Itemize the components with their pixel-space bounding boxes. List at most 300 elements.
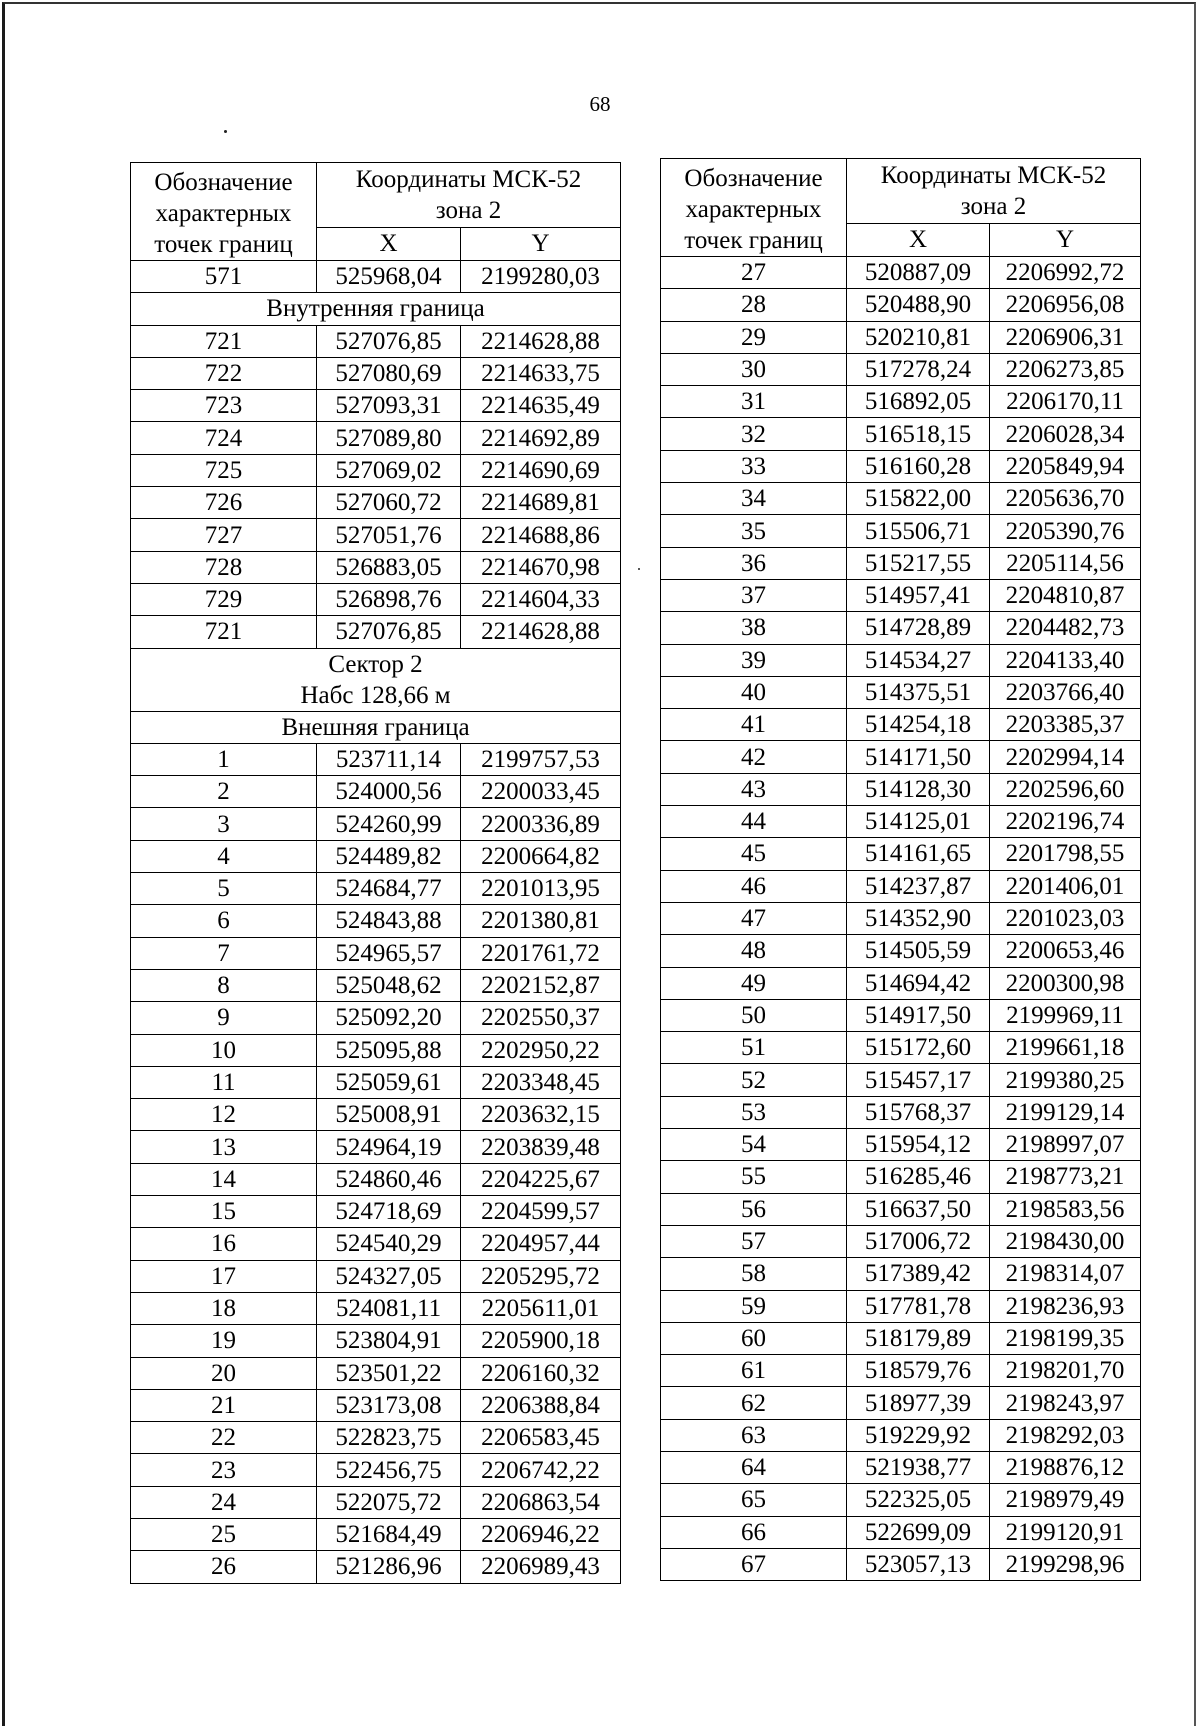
point-id-cell: 571 <box>131 261 317 293</box>
point-id-cell: 35 <box>661 515 847 547</box>
x-coordinate-cell: 514128,30 <box>847 773 990 805</box>
x-coordinate-cell: 514171,50 <box>847 741 990 773</box>
y-coordinate-cell: 2205611,01 <box>461 1292 621 1324</box>
table-row <box>661 838 1141 870</box>
y-coordinate-cell: 2200664,82 <box>461 840 621 872</box>
x-coordinate-cell: 514161,65 <box>847 838 990 870</box>
point-label-header: Обозначение характерных точек границ <box>131 163 317 261</box>
table-row <box>131 1422 621 1454</box>
table-row <box>661 547 1141 579</box>
table-row <box>131 1551 621 1583</box>
point-id-cell: 63 <box>661 1419 847 1451</box>
point-id-cell: 31 <box>661 386 847 418</box>
x-header: X <box>317 227 461 260</box>
x-coordinate-cell: 524260,99 <box>317 808 461 840</box>
y-coordinate-cell: 2205636,70 <box>990 483 1141 515</box>
y-coordinate-cell: 2205114,56 <box>990 547 1141 579</box>
table-row <box>661 1451 1141 1483</box>
x-coordinate-cell: 522325,05 <box>847 1484 990 1516</box>
y-coordinate-cell: 2205900,18 <box>461 1325 621 1357</box>
x-coordinate-cell: 525095,88 <box>317 1034 461 1066</box>
x-coordinate-cell: 514237,87 <box>847 870 990 902</box>
y-coordinate-cell: 2201013,95 <box>461 873 621 905</box>
x-coordinate-cell: 522456,75 <box>317 1454 461 1486</box>
x-coordinate-cell: 524489,82 <box>317 840 461 872</box>
y-coordinate-cell: 2198876,12 <box>990 1451 1141 1483</box>
y-coordinate-cell: 2203385,37 <box>990 709 1141 741</box>
point-id-cell: 38 <box>661 612 847 644</box>
y-coordinate-cell: 2202950,22 <box>461 1034 621 1066</box>
y-coordinate-cell: 2203766,40 <box>990 676 1141 708</box>
point-id-cell: 22 <box>131 1422 317 1454</box>
table-row <box>131 1066 621 1098</box>
table-row <box>661 870 1141 902</box>
x-coordinate-cell: 516518,15 <box>847 418 990 450</box>
x-coordinate-cell: 527051,76 <box>317 519 461 551</box>
x-coordinate-cell: 525968,04 <box>317 261 461 293</box>
y-coordinate-cell: 2206388,84 <box>461 1389 621 1421</box>
y-coordinate-cell: 2198773,21 <box>990 1161 1141 1193</box>
y-coordinate-cell: 2206992,72 <box>990 257 1141 289</box>
table-row <box>131 905 621 937</box>
point-id-cell: 23 <box>131 1454 317 1486</box>
inner-boundary-label: Внутренняя граница <box>131 293 621 325</box>
x-coordinate-cell: 526883,05 <box>317 551 461 583</box>
table-row <box>661 1129 1141 1161</box>
point-id-cell: 15 <box>131 1196 317 1228</box>
x-coordinate-cell: 516160,28 <box>847 450 990 482</box>
point-id-cell: 53 <box>661 1096 847 1128</box>
scan-speck <box>224 130 227 133</box>
point-id-cell: 721 <box>131 616 317 648</box>
point-id-cell: 729 <box>131 583 317 615</box>
table-row <box>131 261 621 293</box>
y-coordinate-cell: 2202550,37 <box>461 1002 621 1034</box>
x-coordinate-cell: 520210,81 <box>847 321 990 353</box>
table-row <box>131 1163 621 1195</box>
y-coordinate-cell: 2200653,46 <box>990 935 1141 967</box>
section-row <box>131 293 621 325</box>
table-row <box>131 357 621 389</box>
point-id-cell: 726 <box>131 487 317 519</box>
x-coordinate-cell: 524965,57 <box>317 937 461 969</box>
table-row <box>131 1389 621 1421</box>
y-coordinate-cell: 2198997,07 <box>990 1129 1141 1161</box>
table-row <box>661 741 1141 773</box>
y-coordinate-cell: 2204225,67 <box>461 1163 621 1195</box>
table-row <box>661 515 1141 547</box>
point-id-cell: 32 <box>661 418 847 450</box>
x-coordinate-cell: 524860,46 <box>317 1163 461 1195</box>
table-row <box>661 1355 1141 1387</box>
y-coordinate-cell: 2206946,22 <box>461 1518 621 1550</box>
x-coordinate-cell: 527076,85 <box>317 325 461 357</box>
table-row <box>131 1228 621 1260</box>
point-id-cell: 722 <box>131 357 317 389</box>
table-row <box>661 773 1141 805</box>
table-row <box>131 1131 621 1163</box>
y-coordinate-cell: 2201023,03 <box>990 902 1141 934</box>
y-header: Y <box>461 227 621 260</box>
point-id-cell: 21 <box>131 1389 317 1421</box>
table-body <box>131 261 621 1584</box>
x-coordinate-cell: 523173,08 <box>317 1389 461 1421</box>
x-coordinate-cell: 515954,12 <box>847 1129 990 1161</box>
x-coordinate-cell: 514534,27 <box>847 644 990 676</box>
point-label-header: Обозначение характерных точек границ <box>661 159 847 257</box>
y-coordinate-cell: 2200336,89 <box>461 808 621 840</box>
table-header <box>661 159 1141 257</box>
y-coordinate-cell: 2202596,60 <box>990 773 1141 805</box>
point-id-cell: 3 <box>131 808 317 840</box>
x-coordinate-cell: 515172,60 <box>847 1032 990 1064</box>
y-coordinate-cell: 2203632,15 <box>461 1099 621 1131</box>
y-coordinate-cell: 2203348,45 <box>461 1066 621 1098</box>
x-coordinate-cell: 524081,11 <box>317 1292 461 1324</box>
y-coordinate-cell: 2202152,87 <box>461 969 621 1001</box>
point-id-cell: 13 <box>131 1131 317 1163</box>
point-id-cell: 26 <box>131 1551 317 1583</box>
table-row <box>661 1258 1141 1290</box>
y-coordinate-cell: 2199280,03 <box>461 261 621 293</box>
y-coordinate-cell: 2201761,72 <box>461 937 621 969</box>
x-coordinate-cell: 523501,22 <box>317 1357 461 1389</box>
table-row <box>131 1292 621 1324</box>
x-header: X <box>847 223 990 256</box>
y-coordinate-cell: 2204133,40 <box>990 644 1141 676</box>
point-id-cell: 42 <box>661 741 847 773</box>
table-row <box>661 1161 1141 1193</box>
table-row <box>661 1548 1141 1580</box>
x-coordinate-cell: 517006,72 <box>847 1225 990 1257</box>
table-header <box>131 163 621 261</box>
point-id-cell: 34 <box>661 483 847 515</box>
table-row <box>661 1096 1141 1128</box>
table-row <box>661 709 1141 741</box>
x-coordinate-cell: 522823,75 <box>317 1422 461 1454</box>
y-coordinate-cell: 2204810,87 <box>990 579 1141 611</box>
table-row <box>131 1099 621 1131</box>
x-coordinate-cell: 523057,13 <box>847 1548 990 1580</box>
y-coordinate-cell: 2214633,75 <box>461 357 621 389</box>
table-row <box>131 454 621 486</box>
table-row <box>131 487 621 519</box>
x-coordinate-cell: 527080,69 <box>317 357 461 389</box>
x-coordinate-cell: 524000,56 <box>317 776 461 808</box>
y-coordinate-cell: 2205390,76 <box>990 515 1141 547</box>
y-coordinate-cell: 2199129,14 <box>990 1096 1141 1128</box>
table-body <box>661 257 1141 1581</box>
table-row <box>131 1034 621 1066</box>
table-row <box>661 1064 1141 1096</box>
x-coordinate-cell: 524684,77 <box>317 873 461 905</box>
table-row <box>131 519 621 551</box>
table-row <box>131 1325 621 1357</box>
table-row <box>661 1322 1141 1354</box>
table-row <box>131 1260 621 1292</box>
y-coordinate-cell: 2204599,57 <box>461 1196 621 1228</box>
table-row <box>661 935 1141 967</box>
x-coordinate-cell: 516892,05 <box>847 386 990 418</box>
point-id-cell: 43 <box>661 773 847 805</box>
x-coordinate-cell: 518977,39 <box>847 1387 990 1419</box>
x-coordinate-cell: 526898,76 <box>317 583 461 615</box>
table-row <box>661 806 1141 838</box>
point-id-cell: 725 <box>131 454 317 486</box>
point-id-cell: 20 <box>131 1357 317 1389</box>
y-coordinate-cell: 2201380,81 <box>461 905 621 937</box>
table-row <box>131 873 621 905</box>
x-coordinate-cell: 517278,24 <box>847 353 990 385</box>
table-row <box>131 1518 621 1550</box>
x-coordinate-cell: 514917,50 <box>847 999 990 1031</box>
x-coordinate-cell: 527089,80 <box>317 422 461 454</box>
y-coordinate-cell: 2214670,98 <box>461 551 621 583</box>
point-id-cell: 30 <box>661 353 847 385</box>
point-id-cell: 59 <box>661 1290 847 1322</box>
x-coordinate-cell: 516285,46 <box>847 1161 990 1193</box>
coordinates-header: Координаты МСК-52 зона 2 <box>847 159 1141 224</box>
point-id-cell: 10 <box>131 1034 317 1066</box>
outer-boundary-label: Внешняя граница <box>131 711 621 743</box>
x-coordinate-cell: 518579,76 <box>847 1355 990 1387</box>
x-coordinate-cell: 524964,19 <box>317 1131 461 1163</box>
x-coordinate-cell: 524327,05 <box>317 1260 461 1292</box>
point-id-cell: 6 <box>131 905 317 937</box>
table-row <box>661 999 1141 1031</box>
scan-speck <box>638 568 640 570</box>
y-coordinate-cell: 2199298,96 <box>990 1548 1141 1580</box>
table-row <box>661 1225 1141 1257</box>
y-coordinate-cell: 2214628,88 <box>461 325 621 357</box>
sector-label-line: Набс 128,66 м <box>300 681 451 709</box>
point-id-cell: 24 <box>131 1486 317 1518</box>
page-number: 68 <box>589 92 611 116</box>
y-coordinate-cell: 2200033,45 <box>461 776 621 808</box>
x-coordinate-cell: 522699,09 <box>847 1516 990 1548</box>
point-id-cell: 723 <box>131 390 317 422</box>
point-id-cell: 27 <box>661 257 847 289</box>
point-id-cell: 721 <box>131 325 317 357</box>
table-row <box>661 579 1141 611</box>
y-coordinate-cell: 2198430,00 <box>990 1225 1141 1257</box>
x-coordinate-cell: 527093,31 <box>317 390 461 422</box>
y-coordinate-cell: 2206170,11 <box>990 386 1141 418</box>
y-coordinate-cell: 2214604,33 <box>461 583 621 615</box>
point-id-cell: 14 <box>131 1163 317 1195</box>
table-row <box>131 808 621 840</box>
point-id-cell: 724 <box>131 422 317 454</box>
x-coordinate-cell: 514352,90 <box>847 902 990 934</box>
table-row <box>661 1290 1141 1322</box>
y-coordinate-cell: 2206028,34 <box>990 418 1141 450</box>
point-id-cell: 45 <box>661 838 847 870</box>
x-coordinate-cell: 527069,02 <box>317 454 461 486</box>
y-coordinate-cell: 2214690,69 <box>461 454 621 486</box>
x-coordinate-cell: 514957,41 <box>847 579 990 611</box>
y-coordinate-cell: 2201798,55 <box>990 838 1141 870</box>
table-row <box>661 644 1141 676</box>
point-id-cell: 48 <box>661 935 847 967</box>
x-coordinate-cell: 524540,29 <box>317 1228 461 1260</box>
y-coordinate-cell: 2204957,44 <box>461 1228 621 1260</box>
x-coordinate-cell: 515506,71 <box>847 515 990 547</box>
y-coordinate-cell: 2199380,25 <box>990 1064 1141 1096</box>
x-coordinate-cell: 525092,20 <box>317 1002 461 1034</box>
table-row <box>661 612 1141 644</box>
y-coordinate-cell: 2199661,18 <box>990 1032 1141 1064</box>
point-id-cell: 7 <box>131 937 317 969</box>
y-coordinate-cell: 2206863,54 <box>461 1486 621 1518</box>
y-coordinate-cell: 2198292,03 <box>990 1419 1141 1451</box>
point-id-cell: 728 <box>131 551 317 583</box>
point-id-cell: 36 <box>661 547 847 579</box>
x-coordinate-cell: 515822,00 <box>847 483 990 515</box>
point-id-cell: 55 <box>661 1161 847 1193</box>
x-coordinate-cell: 517781,78 <box>847 1290 990 1322</box>
x-coordinate-cell: 522075,72 <box>317 1486 461 1518</box>
table-row <box>661 1193 1141 1225</box>
point-id-cell: 51 <box>661 1032 847 1064</box>
point-id-cell: 2 <box>131 776 317 808</box>
point-id-cell: 4 <box>131 840 317 872</box>
y-coordinate-cell: 2198583,56 <box>990 1193 1141 1225</box>
sector-label-line: Сектор 2 <box>328 650 423 678</box>
point-id-cell: 60 <box>661 1322 847 1354</box>
y-coordinate-cell: 2214689,81 <box>461 487 621 519</box>
point-id-cell: 727 <box>131 519 317 551</box>
point-id-cell: 54 <box>661 1129 847 1161</box>
y-coordinate-cell: 2206160,32 <box>461 1357 621 1389</box>
coordinates-header: Координаты МСК-52 зона 2 <box>317 163 621 228</box>
y-coordinate-cell: 2198314,07 <box>990 1258 1141 1290</box>
x-coordinate-cell: 516637,50 <box>847 1193 990 1225</box>
table-row <box>661 902 1141 934</box>
x-coordinate-cell: 517389,42 <box>847 1258 990 1290</box>
point-id-cell: 57 <box>661 1225 847 1257</box>
table-row <box>131 1002 621 1034</box>
table-row <box>661 450 1141 482</box>
table-row <box>131 776 621 808</box>
y-coordinate-cell: 2204482,73 <box>990 612 1141 644</box>
point-id-cell: 1 <box>131 743 317 775</box>
y-coordinate-cell: 2198236,93 <box>990 1290 1141 1322</box>
point-id-cell: 19 <box>131 1325 317 1357</box>
table-row <box>131 1454 621 1486</box>
table-row <box>131 937 621 969</box>
point-id-cell: 52 <box>661 1064 847 1096</box>
table-row <box>131 325 621 357</box>
point-id-cell: 37 <box>661 579 847 611</box>
point-id-cell: 49 <box>661 967 847 999</box>
y-coordinate-cell: 2199969,11 <box>990 999 1141 1031</box>
point-id-cell: 46 <box>661 870 847 902</box>
x-coordinate-cell: 524843,88 <box>317 905 461 937</box>
x-coordinate-cell: 514125,01 <box>847 806 990 838</box>
table-row <box>661 1419 1141 1451</box>
x-coordinate-cell: 514694,42 <box>847 967 990 999</box>
point-id-cell: 56 <box>661 1193 847 1225</box>
y-coordinate-cell: 2214692,89 <box>461 422 621 454</box>
point-id-cell: 62 <box>661 1387 847 1419</box>
x-coordinate-cell: 515217,55 <box>847 547 990 579</box>
point-id-cell: 5 <box>131 873 317 905</box>
point-id-cell: 40 <box>661 676 847 708</box>
y-coordinate-cell: 2199120,91 <box>990 1516 1141 1548</box>
table-row <box>661 289 1141 321</box>
point-id-cell: 28 <box>661 289 847 321</box>
table-row <box>661 1032 1141 1064</box>
x-coordinate-cell: 525059,61 <box>317 1066 461 1098</box>
y-coordinate-cell: 2214628,88 <box>461 616 621 648</box>
point-id-cell: 66 <box>661 1516 847 1548</box>
y-coordinate-cell: 2200300,98 <box>990 967 1141 999</box>
table-row <box>661 967 1141 999</box>
table-row <box>661 1516 1141 1548</box>
x-coordinate-cell: 519229,92 <box>847 1419 990 1451</box>
x-coordinate-cell: 515768,37 <box>847 1096 990 1128</box>
table-row <box>131 1196 621 1228</box>
y-coordinate-cell: 2198979,49 <box>990 1484 1141 1516</box>
coordinates-table-left <box>130 162 621 1584</box>
x-coordinate-cell: 521286,96 <box>317 1551 461 1583</box>
x-coordinate-cell: 525048,62 <box>317 969 461 1001</box>
table-row <box>661 418 1141 450</box>
x-coordinate-cell: 527060,72 <box>317 487 461 519</box>
point-id-cell: 58 <box>661 1258 847 1290</box>
y-coordinate-cell: 2198201,70 <box>990 1355 1141 1387</box>
point-id-cell: 12 <box>131 1099 317 1131</box>
point-id-cell: 9 <box>131 1002 317 1034</box>
table-row <box>131 969 621 1001</box>
table-row <box>661 257 1141 289</box>
y-coordinate-cell: 2206906,31 <box>990 321 1141 353</box>
y-coordinate-cell: 2202196,74 <box>990 806 1141 838</box>
point-id-cell: 16 <box>131 1228 317 1260</box>
x-coordinate-cell: 521684,49 <box>317 1518 461 1550</box>
x-coordinate-cell: 520887,09 <box>847 257 990 289</box>
table-row <box>661 386 1141 418</box>
x-coordinate-cell: 527076,85 <box>317 616 461 648</box>
x-coordinate-cell: 525008,91 <box>317 1099 461 1131</box>
x-coordinate-cell: 514375,51 <box>847 676 990 708</box>
table-row <box>131 743 621 775</box>
point-id-cell: 39 <box>661 644 847 676</box>
x-coordinate-cell: 520488,90 <box>847 289 990 321</box>
section-row <box>131 648 621 711</box>
x-coordinate-cell: 521938,77 <box>847 1451 990 1483</box>
x-coordinate-cell: 514254,18 <box>847 709 990 741</box>
table-row <box>131 422 621 454</box>
y-coordinate-cell: 2206583,45 <box>461 1422 621 1454</box>
y-coordinate-cell: 2206742,22 <box>461 1454 621 1486</box>
table-row <box>131 1357 621 1389</box>
sector-label <box>131 648 621 711</box>
point-id-cell: 61 <box>661 1355 847 1387</box>
x-coordinate-cell: 524718,69 <box>317 1196 461 1228</box>
point-id-cell: 44 <box>661 806 847 838</box>
table-row <box>661 1387 1141 1419</box>
point-id-cell: 65 <box>661 1484 847 1516</box>
table-row <box>131 1486 621 1518</box>
point-id-cell: 29 <box>661 321 847 353</box>
y-coordinate-cell: 2201406,01 <box>990 870 1141 902</box>
table-row <box>131 840 621 872</box>
x-coordinate-cell: 514728,89 <box>847 612 990 644</box>
section-row <box>131 711 621 743</box>
x-coordinate-cell: 523804,91 <box>317 1325 461 1357</box>
coordinates-table-right <box>660 158 1141 1581</box>
